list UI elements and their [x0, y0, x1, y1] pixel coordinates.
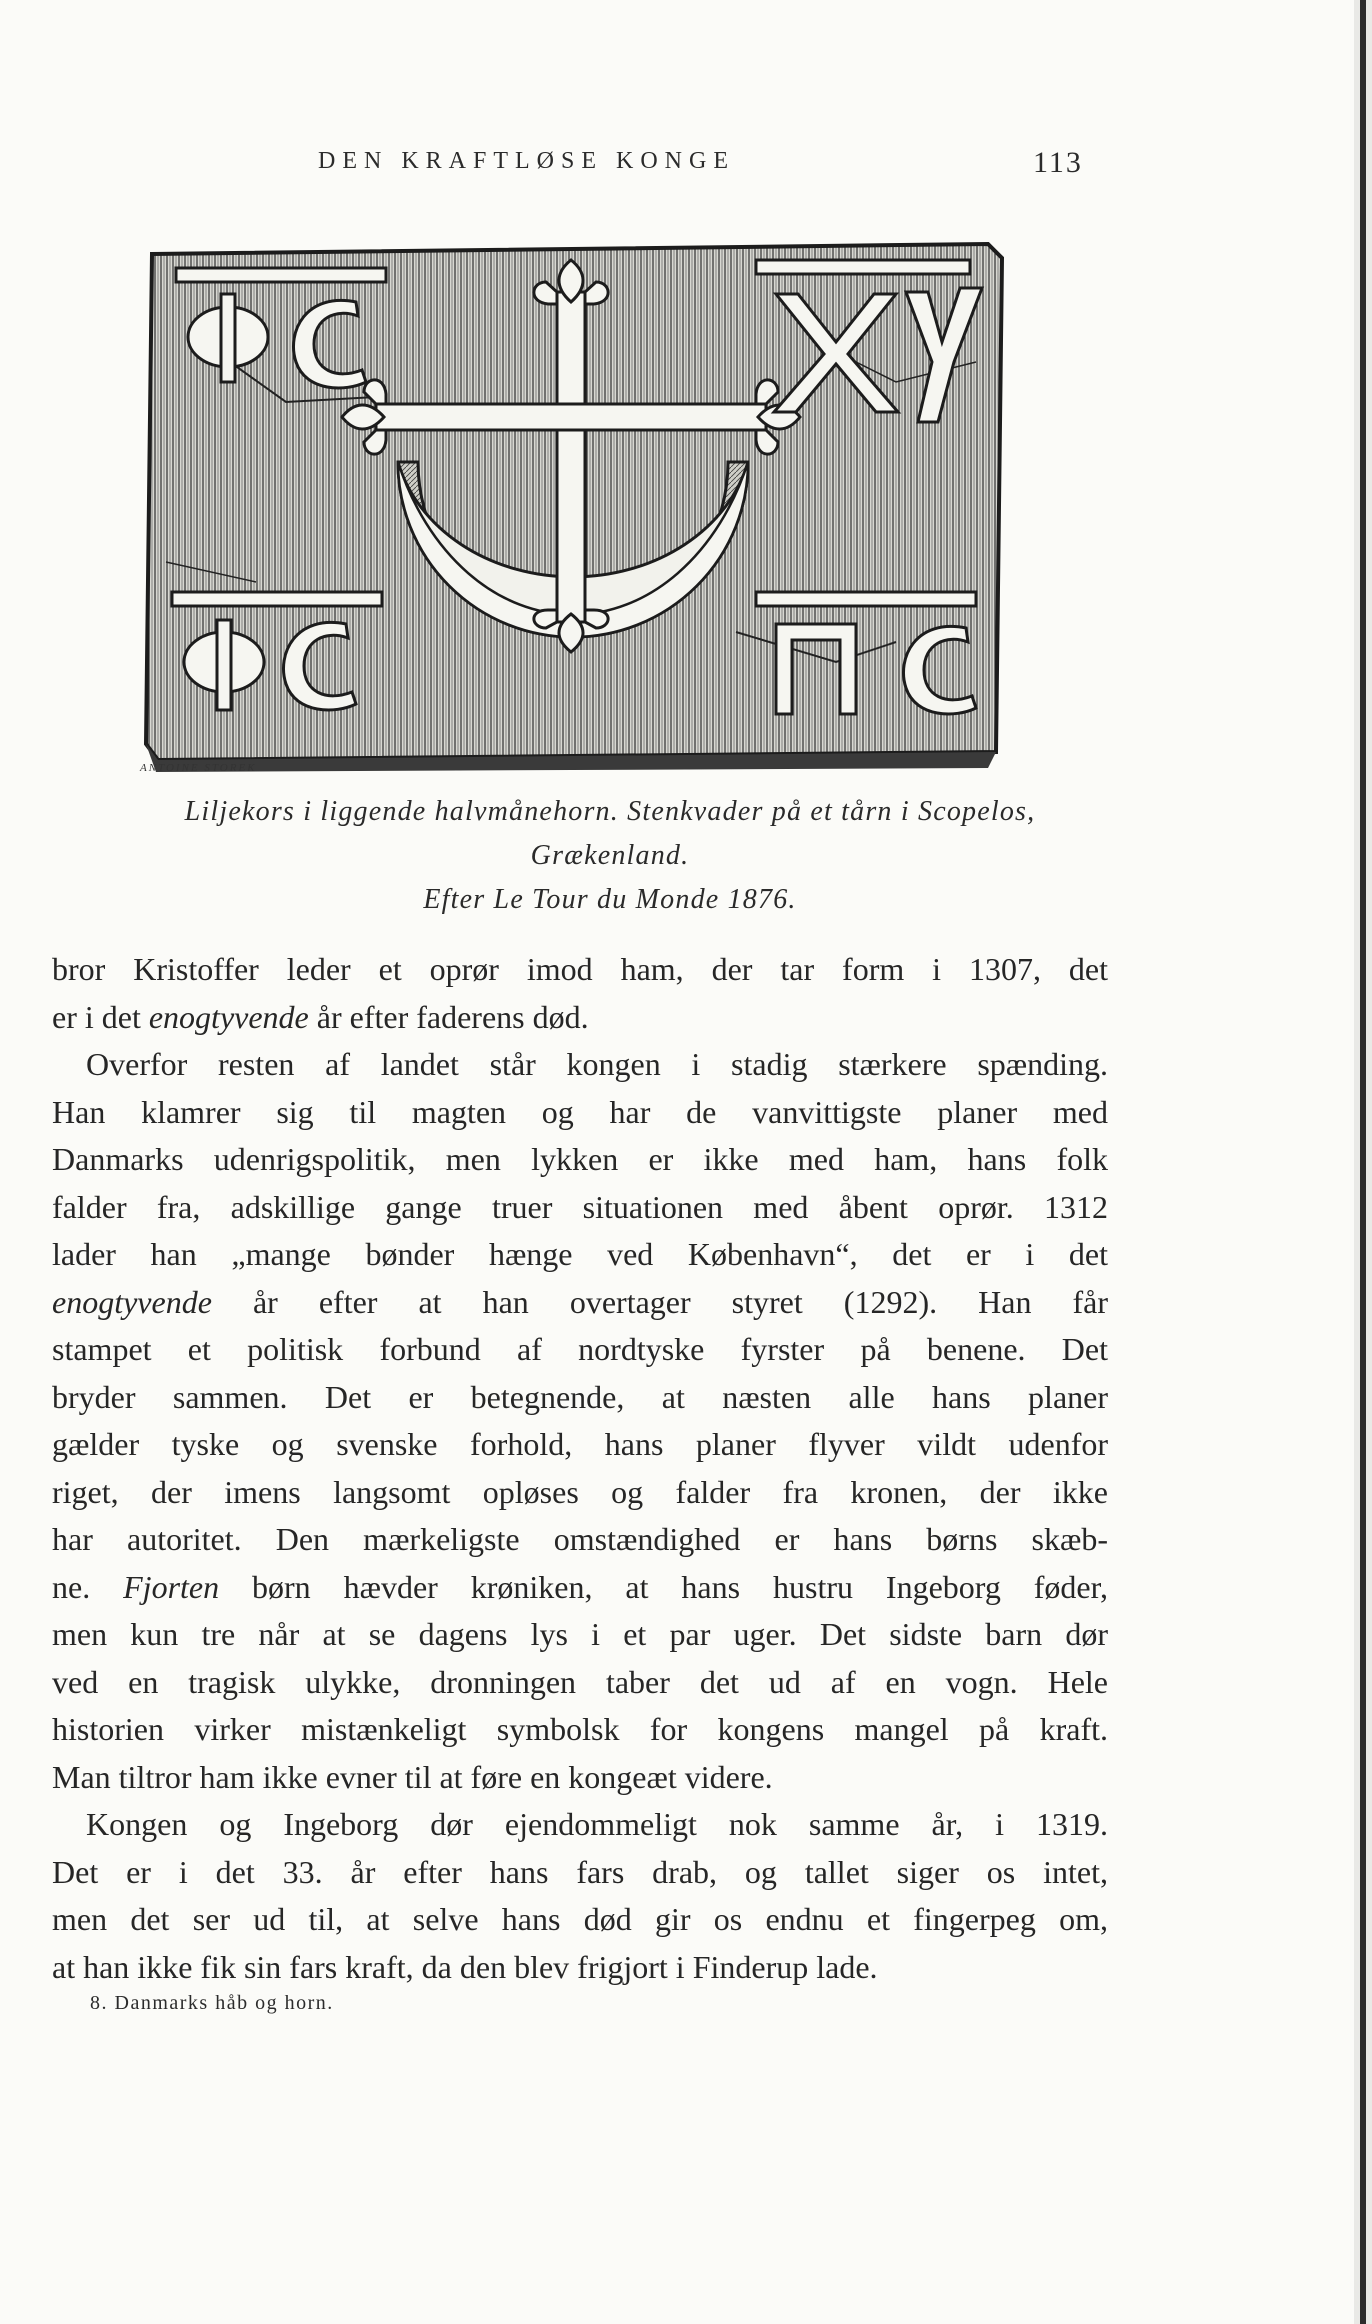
text-segment: bror Kristoffer leder et oprør imod ham, der tar form i 1307, det [52, 951, 1108, 987]
text-line [52, 946, 1108, 994]
text-line [52, 1659, 1108, 1707]
text-segment: børn hævder krøniken, at hans hustru Ingeborg føder, [219, 1568, 1109, 1605]
text-line [52, 1611, 1108, 1659]
text-segment: falder fra, adskillige gange truer situationen med åbent oprør. 1312 [52, 1188, 1108, 1225]
text-segment: lader han „mange bønder hænge ved København“, det er i det [52, 1236, 1108, 1272]
text-line [52, 1801, 1108, 1849]
caption-line: Liljekors i liggende halvmånehorn. Stenkvader på et tårn i Scopelos, [184, 796, 1036, 827]
text-segment: gælder tyske og svenske forhold, hans planer flyver vildt udenfor [52, 1426, 1108, 1462]
page-number: 113 [1033, 146, 1083, 179]
text-line [52, 994, 1108, 1042]
text-line [52, 1421, 1108, 1469]
text-segment: Det er i det 33. år efter hans fars drab, og tallet siger os intet, [52, 1853, 1108, 1890]
text-line [52, 1184, 1108, 1232]
text-segment: men kun tre når at se dagens lys i et par uger. Det sidste barn dør [52, 1616, 1108, 1652]
stone-relief-illustration [136, 232, 1006, 782]
page-edge [1354, 0, 1372, 2324]
text-line [52, 1754, 1108, 1802]
emphasized-word: enogtyvende [148, 998, 309, 1035]
text-segment: ved en tragisk ulykke, dronningen taber det ud af en vogn. Hele [52, 1663, 1108, 1700]
emphasized-word: enogtyvende [52, 1283, 212, 1320]
text-segment: ne. [52, 1568, 124, 1605]
text-line [52, 1706, 1108, 1754]
text-line [52, 1326, 1108, 1374]
text-line [52, 1041, 1108, 1089]
text-segment: år efter at han overtager styret (1292). Han får [211, 1283, 1108, 1320]
text-segment: stampet et politisk forbund af nordtyske fyrster på benene. Det [52, 1331, 1108, 1367]
text-segment: er i det [52, 998, 149, 1035]
body-text [52, 946, 1108, 1991]
running-title: DEN KRAFTLØSE KONGE [318, 148, 735, 174]
text-line [52, 1374, 1108, 1422]
figure-caption [100, 790, 1120, 922]
text-line [52, 1849, 1108, 1897]
text-segment: Overfor resten af landet står kongen i stadig stærkere spænding. [86, 1046, 1108, 1082]
text-segment: Kongen og Ingeborg dør ejendommeligt nok samme år, i 1319. [86, 1806, 1108, 1842]
signature-footer: 8. Danmarks håb og horn. [90, 1992, 334, 2014]
text-segment: riget, der imens langsomt opløses og falder fra kronen, der ikke [52, 1473, 1108, 1510]
text-line [52, 1564, 1108, 1612]
text-line [52, 1231, 1108, 1279]
text-segment: Danmarks udenrigspolitik, men lykken er ikke med ham, hans folk [52, 1141, 1108, 1177]
text-segment: Man tiltror ham ikke evner til at føre en kongeæt videre. [52, 1758, 773, 1795]
text-line [52, 1136, 1108, 1184]
text-segment: bryder sammen. Det er betegnende, at næsten alle hans planer [52, 1378, 1108, 1415]
text-line [52, 1944, 1108, 1992]
engraver-signature: ANTOINE STOREK [140, 762, 257, 774]
text-segment: at han ikke fik sin fars kraft, da den blev frigjort i Finderup lade. [52, 1948, 878, 1985]
text-segment: Han klamrer sig til magten og har de vanvittigste planer med [52, 1093, 1108, 1130]
text-segment: har autoritet. Den mærkeligste omstændighed er hans børns skæb- [52, 1521, 1108, 1557]
text-line [52, 1469, 1108, 1517]
text-line [52, 1516, 1108, 1564]
caption-line: Grækenland. [530, 840, 690, 871]
caption-line: Efter Le Tour du Monde 1876. [423, 884, 797, 915]
page-header [0, 148, 1372, 188]
text-segment: historien virker mistænkeligt symbolsk for kongens mangel på kraft. [52, 1711, 1108, 1747]
text-line [52, 1896, 1108, 1944]
emphasized-word: Fjorten [123, 1568, 220, 1605]
text-segment: år efter faderens død. [308, 998, 589, 1035]
text-line [52, 1089, 1108, 1137]
text-line [52, 1279, 1108, 1327]
text-segment: men det ser ud til, at selve hans død gir os endnu et fingerpeg om, [52, 1901, 1108, 1937]
